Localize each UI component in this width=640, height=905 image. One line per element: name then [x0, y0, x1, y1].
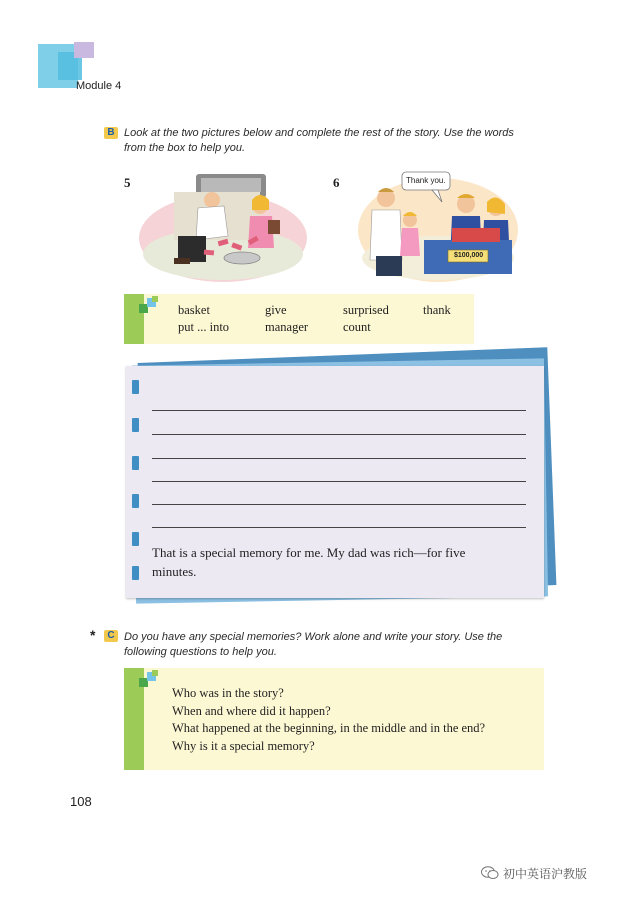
question-item: Why is it a special memory? [172, 738, 315, 753]
writing-line[interactable] [152, 410, 526, 411]
word-box-accent [124, 294, 144, 344]
picture-6-illustration [358, 168, 518, 284]
section-b-instruction [124, 126, 544, 156]
module-logo-tab [74, 42, 94, 58]
writing-line[interactable] [152, 481, 526, 482]
word-item: count [343, 320, 371, 334]
question-item: Who was in the story? [172, 686, 284, 700]
notebook-closing-text [152, 543, 532, 581]
section-c-badge: C [104, 630, 118, 642]
word-item: put ... into [178, 320, 230, 334]
watermark-text: 初中英语沪教版 [503, 867, 588, 881]
word-item: thank [423, 303, 451, 317]
section-b-instruction-line2: from the box to help you. [124, 142, 246, 154]
word-item: basket [178, 303, 210, 317]
page-number: 108 [70, 794, 92, 809]
notebook-ring [132, 494, 139, 508]
word-item: give [265, 303, 287, 317]
notebook-ring [132, 380, 139, 394]
wechat-icon [481, 866, 499, 880]
speech-bubble-text: Thank you. [406, 176, 446, 185]
word-item: surprised [343, 303, 389, 317]
closing-line: That is a special memory for me. My dad was rich—for five [152, 545, 466, 560]
guiding-questions [172, 685, 542, 755]
section-c-instruction-line2: following questions to help you. [124, 646, 277, 658]
picture-5-illustration [138, 170, 308, 282]
questions-box-decoration [152, 670, 158, 676]
optional-star: * [90, 627, 96, 643]
notebook-writing-page [126, 366, 544, 598]
section-b-instruction-line1: Look at the two pictures below and complete the rest of the story. Use the words [124, 127, 514, 139]
word-item: manager [265, 320, 309, 334]
module-label: Module 4 [76, 80, 122, 92]
closing-line: minutes. [152, 564, 197, 579]
question-item: When and where did it happen? [172, 703, 331, 718]
question-item: What happened at the beginning, in the middle and in the end? [172, 721, 486, 735]
notebook-ring [132, 456, 139, 470]
writing-line[interactable] [152, 504, 526, 505]
picture-5-number: 5 [124, 175, 131, 190]
notebook-ring [132, 532, 139, 546]
notebook-ring [132, 566, 139, 580]
section-c-instruction [124, 630, 544, 660]
section-c-instruction-line1: Do you have any special memories? Work alone and write your story. Use the [124, 631, 503, 643]
notebook-ring [132, 418, 139, 432]
word-box [124, 294, 474, 344]
section-b-badge: B [104, 127, 118, 139]
word-box-decoration [152, 296, 158, 302]
writing-line[interactable] [152, 458, 526, 459]
writing-line[interactable] [152, 527, 526, 528]
writing-line[interactable] [152, 434, 526, 435]
price-sign-text: $100,000 [454, 252, 484, 259]
picture-6-number: 6 [333, 175, 340, 190]
